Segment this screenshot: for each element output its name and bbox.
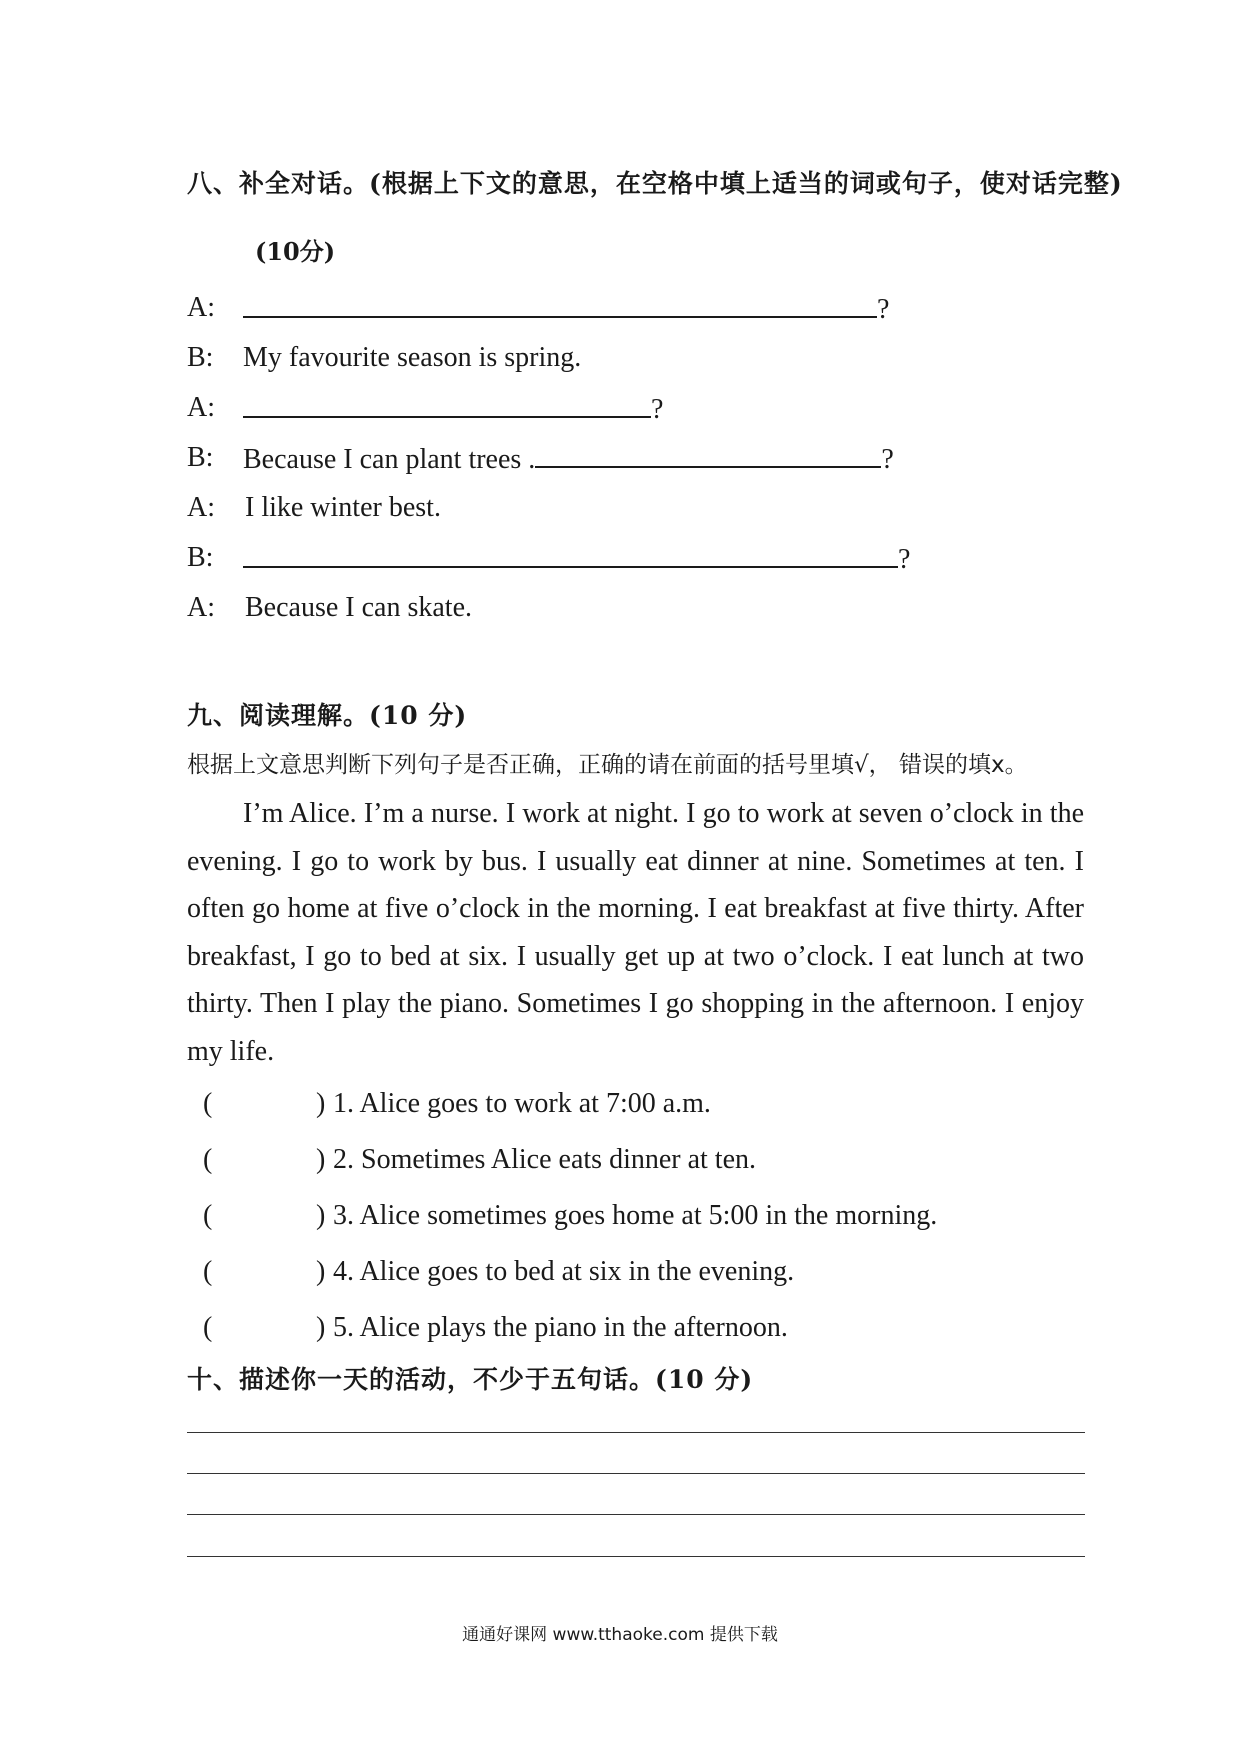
answer-paren-close: ) — [316, 1312, 326, 1343]
writing-line[interactable] — [187, 1473, 1085, 1474]
question-text: 2. Sometimes Alice eats dinner at ten. — [333, 1144, 757, 1175]
answer-paren-open: ( — [203, 1144, 213, 1175]
section-10-title: 十、描述你一天的活动，不少于五句话。(10 分) — [187, 1365, 754, 1394]
answer-blank[interactable] — [243, 542, 898, 568]
dialogue-text: My favourite season is spring. — [243, 342, 582, 373]
answer-slot[interactable] — [222, 1202, 312, 1232]
dialogue-text: Because I can plant trees . — [243, 444, 536, 475]
writing-line[interactable] — [187, 1556, 1085, 1557]
section-8-title: 八、补全对话。(根据上下文的意思，在空格中填上适当的词或句子，使对话完整) — [187, 169, 1123, 198]
question-mark: ? — [898, 544, 911, 575]
dialogue-speaker: B: — [187, 442, 214, 473]
section-8-points: (10分) — [255, 237, 336, 266]
answer-slot[interactable] — [222, 1258, 312, 1288]
section-9-instruction: 根据上文意思判断下列句子是否正确，正确的请在前面的括号里填√， 错误的填x。 — [187, 752, 1028, 778]
answer-slot[interactable] — [222, 1090, 312, 1120]
dialogue-speaker: B: — [187, 542, 214, 573]
answer-paren-close: ) — [316, 1144, 326, 1175]
writing-line[interactable] — [187, 1514, 1085, 1515]
dialogue-line — [243, 292, 889, 326]
answer-paren-open: ( — [203, 1312, 213, 1343]
question-mark: ? — [651, 394, 664, 425]
answer-blank[interactable] — [243, 292, 877, 318]
dialogue-speaker: A: — [187, 392, 215, 423]
question-text: 1. Alice goes to work at 7:00 a.m. — [333, 1088, 711, 1119]
answer-paren-open: ( — [203, 1088, 213, 1119]
dialogue-speaker: A: — [187, 592, 215, 623]
dialogue-speaker: A: — [187, 292, 215, 323]
answer-paren-close: ) — [316, 1256, 326, 1287]
question-mark: ? — [881, 444, 894, 475]
dialogue-line — [243, 392, 663, 426]
question-text: 5. Alice plays the piano in the afternoon. — [333, 1312, 788, 1343]
answer-paren-close: ) — [316, 1088, 326, 1119]
question-text: 4. Alice goes to bed at six in the evening. — [333, 1256, 795, 1287]
dialogue-speaker: A: — [187, 492, 215, 523]
answer-paren-close: ) — [316, 1200, 326, 1231]
dialogue-speaker: B: — [187, 342, 214, 373]
reading-passage: I’m Alice. I’m a nurse. I work at night. I go to work at seven o’clock in the evening. I go to work by bus. I usually eat dinner at nine. Sometimes at ten. I often go home at five o’clock in the morning. I eat breakfast at five thirty. After breakfast, I go to bed at six. I usually get up at two o’clock. I eat lunch at two thirty. Then I play the piano. Sometimes I go shopping in the afternoon. I enjoy my life. — [187, 798, 1084, 1067]
question-mark: ? — [877, 294, 890, 325]
answer-paren-open: ( — [203, 1200, 213, 1231]
answer-slot[interactable] — [222, 1146, 312, 1176]
dialogue-line — [243, 442, 894, 476]
dialogue-text: I like winter best. — [245, 492, 441, 523]
answer-slot[interactable] — [222, 1314, 312, 1344]
section-9-title: 九、阅读理解。(10 分) — [187, 701, 468, 730]
answer-blank[interactable] — [535, 442, 881, 468]
answer-blank[interactable] — [243, 392, 651, 418]
dialogue-line — [243, 542, 910, 576]
page-footer: 通通好课网 www.tthaoke.com 提供下载 — [462, 1625, 778, 1645]
writing-line[interactable] — [187, 1432, 1085, 1433]
answer-paren-open: ( — [203, 1256, 213, 1287]
dialogue-text: Because I can skate. — [245, 592, 472, 623]
question-text: 3. Alice sometimes goes home at 5:00 in the morning. — [333, 1200, 938, 1231]
